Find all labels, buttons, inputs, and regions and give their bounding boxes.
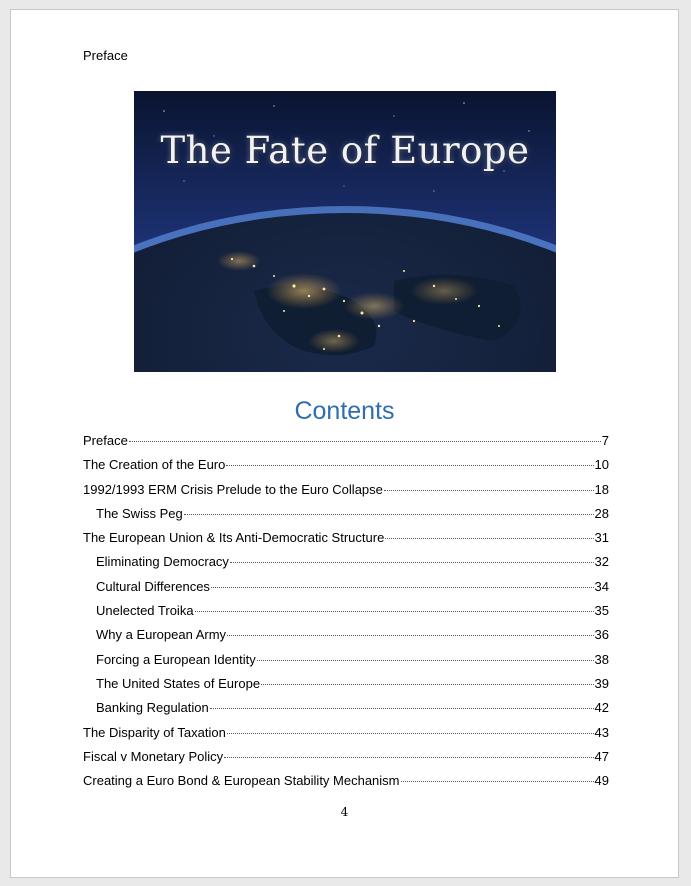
toc-entry[interactable] [83,652,609,676]
toc-entry[interactable] [83,579,609,603]
document-page [10,9,679,878]
toc-entry[interactable] [83,530,609,554]
toc-entry-title[interactable]: Why a European Army [96,627,227,643]
toc-leader-dots [184,514,594,515]
toc-entry-title[interactable]: Cultural Differences [96,578,210,594]
toc-entry-page[interactable]: 47 [594,748,609,764]
table-of-contents [83,433,609,797]
toc-leader-dots [210,708,594,709]
toc-entry-page[interactable]: 38 [594,651,609,667]
toc-entry-title[interactable]: Fiscal v Monetary Policy [83,748,224,764]
toc-entry[interactable] [83,603,609,627]
toc-leader-dots [401,781,594,782]
toc-entry[interactable] [83,773,609,797]
toc-entry-page[interactable]: 7 [601,433,609,448]
toc-entry-title[interactable]: Creating a Euro Bond & European Stability Mechanism [83,773,400,789]
toc-entry-title[interactable]: The Creation of the Euro [83,457,226,473]
toc-entry[interactable] [83,554,609,578]
toc-entry[interactable] [83,433,609,457]
cover-image [134,91,556,372]
toc-entry-page[interactable]: 42 [594,700,609,716]
toc-leader-dots [129,441,601,442]
toc-entry-page[interactable]: 18 [594,481,609,497]
toc-entry-title[interactable]: Preface [83,433,128,448]
toc-entry-title[interactable]: The United States of Europe [96,675,261,691]
toc-entry[interactable] [83,700,609,724]
toc-heading: Contents [294,397,395,425]
toc-entry-title[interactable]: Banking Regulation [96,700,209,716]
toc-entry-title[interactable]: Forcing a European Identity [96,651,256,667]
toc-entry-title[interactable]: The European Union & Its Anti-Democratic Structure [83,530,385,546]
toc-leader-dots [261,684,593,685]
toc-entry-page[interactable]: 49 [594,773,609,789]
toc-entry-page[interactable]: 43 [594,724,609,740]
toc-entry-page[interactable]: 36 [594,627,609,643]
toc-entry-page[interactable]: 35 [594,603,609,619]
toc-entry[interactable] [83,627,609,651]
toc-entry[interactable] [83,457,609,481]
toc-entry-title[interactable]: Unelected Troika [96,603,194,619]
toc-leader-dots [230,562,594,563]
toc-leader-dots [195,611,594,612]
page-header: Preface [83,48,128,63]
toc-leader-dots [257,660,594,661]
toc-entry-page[interactable]: 10 [594,457,609,473]
toc-entry-title[interactable]: 1992/1993 ERM Crisis Prelude to the Euro Collapse [83,481,383,497]
toc-entry-page[interactable]: 39 [594,675,609,691]
toc-leader-dots [384,490,594,491]
toc-leader-dots [227,733,594,734]
toc-leader-dots [224,757,593,758]
toc-entry[interactable] [83,506,609,530]
toc-entry-title[interactable]: The Swiss Peg [96,505,183,521]
toc-entry[interactable] [83,676,609,700]
toc-entry[interactable] [83,749,609,773]
toc-leader-dots [226,465,593,466]
toc-leader-dots [227,635,593,636]
toc-entry-title[interactable]: The Disparity of Taxation [83,724,226,740]
toc-entry-page[interactable]: 34 [594,578,609,594]
toc-entry-page[interactable]: 28 [594,505,609,521]
toc-entry[interactable] [83,482,609,506]
cover-title: The Fate of Europe [160,129,530,172]
toc-entry-page[interactable]: 31 [594,530,609,546]
page-number: 4 [340,805,349,819]
toc-entry-title[interactable]: Eliminating Democracy [96,554,229,570]
toc-entry-page[interactable]: 32 [594,554,609,570]
toc-leader-dots [211,587,594,588]
toc-entry[interactable] [83,725,609,749]
toc-leader-dots [385,538,593,539]
